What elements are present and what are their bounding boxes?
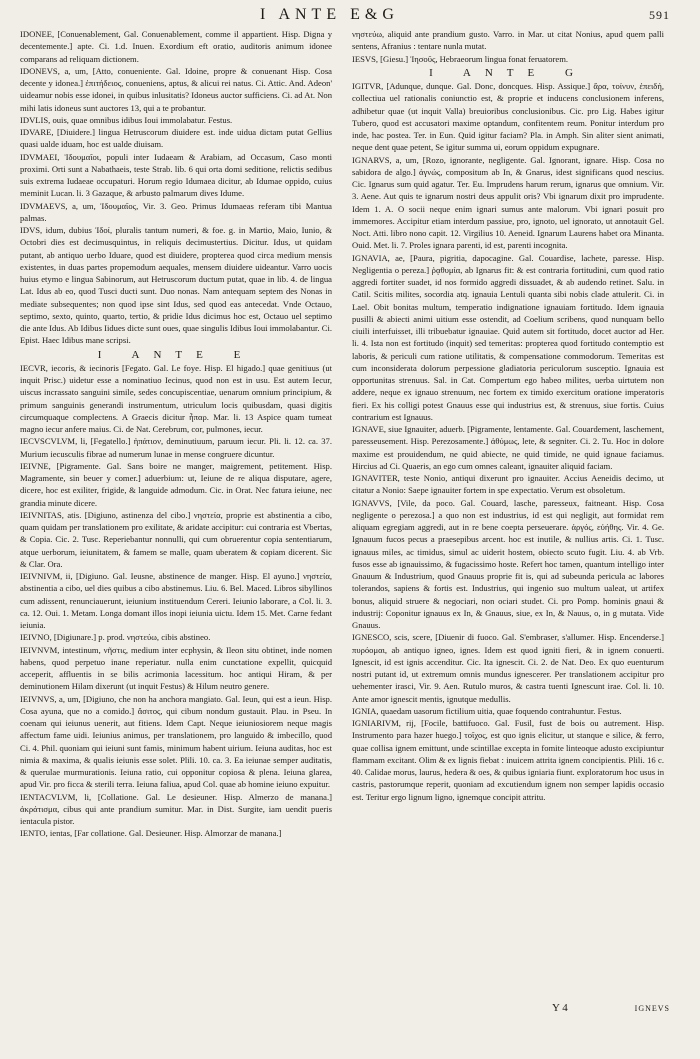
dictionary-entry: IEIVNO, [Digiunare.] p. prod. νηστεύω, cibis abstineo. (20, 632, 211, 643)
dictionary-entry: IGNAVE, siue Ignauiter, aduerb. [Pigramente, lentamente. Gal. Couardement, laschement, paresseusement. Hisp. Perezosamente.] ἀθύμως, lete, & segniter. Ci. 2. Tu. Hoc in dolore maxime est prouidendum, ne quid abiecte, ne quid timide, ne quid ignaue faciamus. Hircius ad Ci. Quaeris, an ego cum omnes caleant, ignauiter aliquid faciam. (352, 424, 664, 471)
signature-mark: Y 4 (552, 1002, 568, 1014)
dictionary-entry: IDVLIS, ouis, quae omnibus idibus Ioui immolabatur. Festus. (20, 114, 233, 125)
dictionary-entry: IGNESCO, scis, scere, [Diuenir di fuoco. Gal. S'embraser, s'allumer. Hisp. Encenderse.] πυρόομαι, ab antiquo igneo, ignes. Idem est quod igniti fieri, & in ignem conuerti. Ignescit, id est ignis accenditur. Cic. Ita ignescit. Ci. 2. de Nat. Deo. Ex quo euenturum nostri putant id, ut extremum omnis mundus ignescerer. Per translationem accipitur pro uehementer irasci, Vir. 9. Aen. Rutulo muros, & castra tuenti Ignescunt irae. Col. li. 10. Ante amor ignescit mentis, ignutque medullis. (352, 632, 664, 704)
dictionary-entry: IDVMAEI, Ἰδουμαῖοι, populi inter Iudaeam & Arabiam, ad Occasum, Caso monti proximi. Orti sunt a Nabathaeis, teste Strab. lib. 6 qui orta domi seditione, relictis sedibus suis extrema Iudaeae occupaturi. Horum regio Idumaea dicitur, ab Idumae oppido, cuius meminit Lucan. li. 3 Gazaque, & arbusto palmarum dives Idume. (20, 151, 332, 199)
dictionary-entry: IEIVNVS, a, um, [Digiuno, che non ha anchora mangiato. Gal. Ieun, qui est a ieun. Hisp. Cosa ayuna, que no a comido.] ἄσιτος, qui cibum nondum gustauit. Plau. in Pseu. In coenam qui ieiunus uenerit, aut fitiens. Idem Capt. Neque ieiuniosiorem neque magis affectum fame uidi. Ieiunius animus, per translationem, pro languido & imbecillo, quod Ci. 4. Phil. quoniam qui ieiuni sunt famis, minimum habent uirium. Ieiuna auditas, hoc est nimia & maxima, & qualis ieiunis esse solet. Plili. 10. ca. 3. Ea ieiunae semper auditatis, & querulae murmurationis. Ieiuna ratio, cui opponitur copiosa & plena. Ieiuna glarea, apud Vir. pro ficca & sterili terra. Ieiuna faliua, apud Col. quae ab homine ieiuno expuitur. (20, 693, 332, 790)
dictionary-entry: IENTO, ientas, [Far collatione. Gal. Desieuner. Hisp. Almorzar de manana.] (20, 828, 282, 839)
dictionary-entry: IECVSCVLVM, li, [Fegatello.] ἡπάτιον, deminutiuum, paruum iecur. Pli. li. 12. ca. 37. Murium iecusculis fibrae ad numerum lunae in mense congruere dicuntur. (20, 436, 332, 459)
dictionary-entry: IGNIARIVM, rij, [Focile, battifuoco. Gal. Fusil, fust de bois ou autrement. Hisp. Instrumento para hazer huego.] τοῖχος, est quo ignis elicitur, ut stanque e silice, & ferro, quae collisa ignem emittunt, unde scintillae excepta in fomite linteoque adusto excipiuntur flammam excitant. Olim & ex lignis fiebat : inuicem attrita ignem concipientis. Plili. 16 c. 40. Calidae morus, laurus, hedera & oes, & quibus igniaria fiunt. exploratorum hoc usus in castris, pastorumque reperit, quoniam ad excutiendum ignem non semper lapidis occasio est. Teritur ergo lignum ligno, ignemque concipit attritu. (352, 718, 664, 802)
section-heading: I ANTE G (429, 66, 587, 79)
dictionary-entry: IECVR, iecoris, & iecinoris [Fegato. Gal. Le foye. Hisp. El higado.] quae genitiuus (ut inquit Prisc.) uidetur esse a nominatiuo Iecinus, quod non est in usu. Est autem Iecur, uiscus incrassato sanguini simile, sedes concupiscentiae, uenarum omnium principium, & primum sanguinis generandi instrumentum, utriculum locis quibusdam, quasi digitis circumquaque complectens. A Graecis dicitur ἧπαρ. Mar. li. 13 Aspice quam tumeat magno iecur anfere maius. Ci. de Nat. Cerebrum, cor, pulmones, iecur. (20, 362, 332, 434)
dictionary-entry: IGNARVS, a, um, [Rozo, ignorante, negligente. Gal. Ignorant, ignare. Hisp. Cosa no sabidora de algo.] ἀγνώς, compositum ab In, & Gnarus, idest significans quod nescius. Cic. Ignarus sum quid agatur. Ter. Eu. Imprudens harum rerum, ignarus que omnium. Vir. 3. Aene. Aut quis te ignarum nostri deus appulit oris? Vbi ignarum dixit pro imprudente. Idem 1. A. O socii neque enim ignari sumus ante malorum. Vbi ignari posuit pro immemores. Accipitur etiam interdum passiue, pro, ignoto, uel ignorato, ut annotauit Gel. Noct. Atti. libro nono capit. 12. Virgilius 10. Aeneid. Ignarum Laurens habet ora Minanta. Ouid. Met. li. 7. Proles ignara parenti, id est, parenti incognita. (352, 154, 664, 251)
dictionary-entry: IGITVR, [Adunque, dunque. Gal. Donc, doncques. Hisp. Assique.] ἄρα, τοίνυν, ἐπειδή, collectiua uel rationalis coniunctio est, & proprie et inducens conclusionem inferens, adhibetur quae (ut inquit Valla) breuioribus conclusionibus. Cic. pro Lig. Habes igitur Tubero, quod est accusatori maxime optandum, confitentem reum. Ponitur interdum pro inde, hac postea. Ter. in Eun. Quid igitur faciam? Pla. in Amph. Sin aliter sient animati, neque dent quae petent, Se igitur summa ui, eorum oppidum expugnare. (352, 81, 664, 153)
dictionary-entry: IEIVNITAS, atis. [Digiuno, astinenza del cibo.] νηστεία, proprie est abstinentia a cibo, quam quidam per translationem pro exilitate, & aridate accipitur: cui contraria est Vbertas, & Copia. Cic. 2. Tusc. Reperiebantur nonnulli, qui cum obruerentur copia sententiarum, atque uerborum, ieiunitatem, & famem se malle, quam uberatem & copiam dicerent. Sic & Clar. Ora. (20, 509, 332, 569)
page-number: 591 (649, 8, 670, 22)
dictionary-entry: νηστεύω, aliquid ante prandium gusto. Varro. in Mar. ut citat Nonius, apud quem palli sentens, Afranius : tentare nunla mutat. (352, 29, 664, 52)
right-column (352, 28, 664, 1023)
dictionary-entry: IGNAVIA, ae, [Paura, pigritia, dapocagine. Gal. Couardise, lachete, paresse. Hisp. Negligentia o pereza.] ῥᾳθυμία, ab Ignarus fit: & est contraria fortitudini, cum quod ratio aggredi fortiter suadet, id nos formido aggredi dissuadet, & ab audendo retinet. Salu. in Catil. Scitis milites, socordia atq. ignauia Lentuli quanta sibi nobis clade attulerit. Ci. in Lael. Obit bonitas multum, temperatio indignatione ignauiam fortitudo. Idem ignauia pusilli & abiecti animi uitium esse ostendit, ad Coelium scribens, quod nunquam bello ciuili interfuisset, illi tribuebatur ignauiae. Quid autem sit fortitudo, docet auctor ad Her. li. 4. Ista non est fortitudo (inquit) sed temeritas: propterea quod fortitudo contemptio est laboris, & periculi cum ratione utilitatis, & compensatione commodorum. Temeritas est cum inconsiderata dolorum perpessione gladiatoria periculorum susceptio. Ignauia est opportunitas strenuus. Sal. in Cat. Compertum ego habeo milites, uerba uirtutem non addere, neque ex ignauo strenuum, nec fortem ex timido exercitum oratione imperatoris fieri. Ex his colligi potest Gnauus esse qui industrius est, & strenuus, siue fortis. Cuius contrarium est Ignauus. (352, 252, 664, 422)
dictionary-entry: IESVS, [Giesu.] Ἰησοῦς, Hebraeorum lingua fonat feruatorem. (352, 53, 569, 64)
dictionary-entry: IGNAVVS, [Vile, da poco. Gal. Couard, lasche, paresseux, faitneant. Hisp. Cosa negligente o perezosa.] a quo non est industrius, id est qui negligit, aut formidat rem aliquam egregiam aggredi, aut in re bene coepta perseuerare. ἀργός, εὐήθης. Vir. 4. Ge. Ignauum fucos pecus a praesepibus arcent. hoc est inutile, & nullius artis. Ci. 1. Tusc. ignauus miles, ac timidus, simul ac uiderit hostem, obiecto scuto fugit. Liu. 4. ab Vrb. fusos esse ab ignauissimo, & fugacissimo hoste. Refert hoc tamen, quantum intelligo inter Gnauum & Industrium, quod Gnauus proprie fit is, qui ad subeunda pericula ac labores tolerandos, sapiens & fortis est. Industrius, qui ingenio suo multum ualeat, ut artifex bonus, aliquid struere & negociari, non ociari studet. Ci. pro Pomp. hominis gnaui & industrij: Coponitur ignauus ex In, & Gnauus, siue, ex In, & Nauus, o, in g mutata. Vide Gnauus. (352, 497, 664, 630)
dictionary-entry: IGNAVITER, teste Nonio, antiqui dixerunt pro ignauiter. Accius Aeneidis decimo, ut citatur a Nonio: Saepe ignauiter fortem in spe expectatio. Verum est obsoletum. (352, 473, 664, 496)
dictionary-entry: IDVMAEVS, a, um, Ἰδουμαῖος, Vir. 3. Geo. Primus Idumaeas referam tibi Mantua palmas. (20, 200, 332, 223)
catchword: IGNEVS (634, 1004, 670, 1013)
dictionary-entry: IEIVNVM, intestinum, νῆστις, medium inter ecphysin, & Ileon situ obtinet, inde nomen habens, quod perpetuo inane reperiatur. nulla enim cunctatione expellit, quicquid acceperit, affluentis in se bilis acrimonia lacessitum. hoc antiqui Hiram, & per deminutionem Hilam dixerunt (ut inquit Festus) & Hilum neutro genere. (20, 644, 332, 692)
left-column (20, 28, 332, 1028)
dictionary-entry: IDONEE, [Conuenablement, Gal. Conuenablement, comme il appartient. Hisp. Digna y decentemente.] apte. Ci. 1.d. Inuen. Exordium eft oratio, auditoris animum idonee comparans ad reliquam dictionem. (20, 29, 332, 64)
section-heading: I ANTE E (97, 348, 255, 361)
running-head (30, 4, 670, 26)
dictionary-entry: IDVS, idum, dubius Ἰδοί, pluralis tantum numeri, & foe. g. in Martio, Maio, Iunio, & Octobri dies est decimusquintus, in reliquis decimustertius. Dicitur. Idus, ut quidam putant, ab antiquo uerbo Iduare, quod est diuidere, propterea quod circa medium mensis existentes, in duas partes propemodum aequales, mensem diuidere uideantur. Varro uocis huius etymo e lingua Sabinorum, aut Hetruscorum ductum putat, quae in lib. 4. de lingua Lat. Idus ab eo, quod Tusci ducti sunt. Duo nonas. Nam antequam septem des Nonas in mediate subsequentes; non quod ipse sint Idus, sed quod eas antecedat. Vnde Octauo, septimo, sexto, quinto, quarto, tertio, & pridie Idus dicimus hoc est, Octauo uel septimo die ante Idus. Ab Idibus Iidues dicte sunt oues, quae singulis Idibus Ioui immolabantur. Ci. Epist. Haec Idibus mane scripsi. (20, 225, 332, 346)
dictionary-entry: IDONEVS, a, um, [Atto, conueniente. Gal. Idoine, propre & conuenant Hisp. Cosa decente y idonea.] ἐπιτήδειος, conueniens, aptus, & alicui rei natus. Ci. Attic. And. Adeon' uideamur nobis esse idonei, in quibus inlusitatis? Idoneus auctor sufficiens. Ci. ad At. Non mihi latis idoneus sunt auctores 13, qui a te probantur. (20, 65, 332, 113)
dictionary-entry: IENTACVLVM, li, [Collatione. Gal. Le desieuner. Hisp. Almerzo de manana.] ἀκράτισμα, cibus qui ante prandium sumitur. Mar. in Dist. Surgite, iam uendit pueris ientacula pistor. (20, 791, 332, 826)
dictionary-entry: IEIVNIVM, ii, [Digiuno. Gal. Ieusne, abstinence de manger. Hisp. El ayuno.] νηστεία, abstinentia a cibo, uel dies quibus a cibo abstinemus. Liu. 6. Bel. Maced. Libros sibyllinos cum adissent, renunciauerunt, ieiunium instituendum Cereri. Ieiunio laborare, a Col. li. 3. ca. 12. Oui. 1. Metam. Longa domant illos inopi ieiunia uictu. Idem 15. Met. Carne fedant ieiunia. (20, 571, 332, 630)
page-footer (352, 1002, 670, 1022)
dictionary-entry: IDVARE, [Diuidere.] lingua Hetruscorum diuidere est. inde uidua dictam putat Gellius quasi ualde iduam, hoc est ualde diuisam. (20, 127, 332, 150)
page-title: I ANTE E&G (260, 6, 399, 23)
dictionary-entry: IEIVNE, [Pigramente. Gal. Sans boire ne manger, maigrement, petitement. Hisp. Magramente, sin beuer y comer.] aduerbium: ut, Ieiune de re aliqua disputare, agere, dicere, hoc est exiliter, frigide, & languide admodum. Cic. in Orat. Nec fatura ieiune, nec grandia minute dicere. (20, 460, 332, 508)
dictionary-entry: IGNIA, quaedam uasorum fictilium uitia, quae foquendo contrahuntur. Festus. (352, 705, 622, 716)
